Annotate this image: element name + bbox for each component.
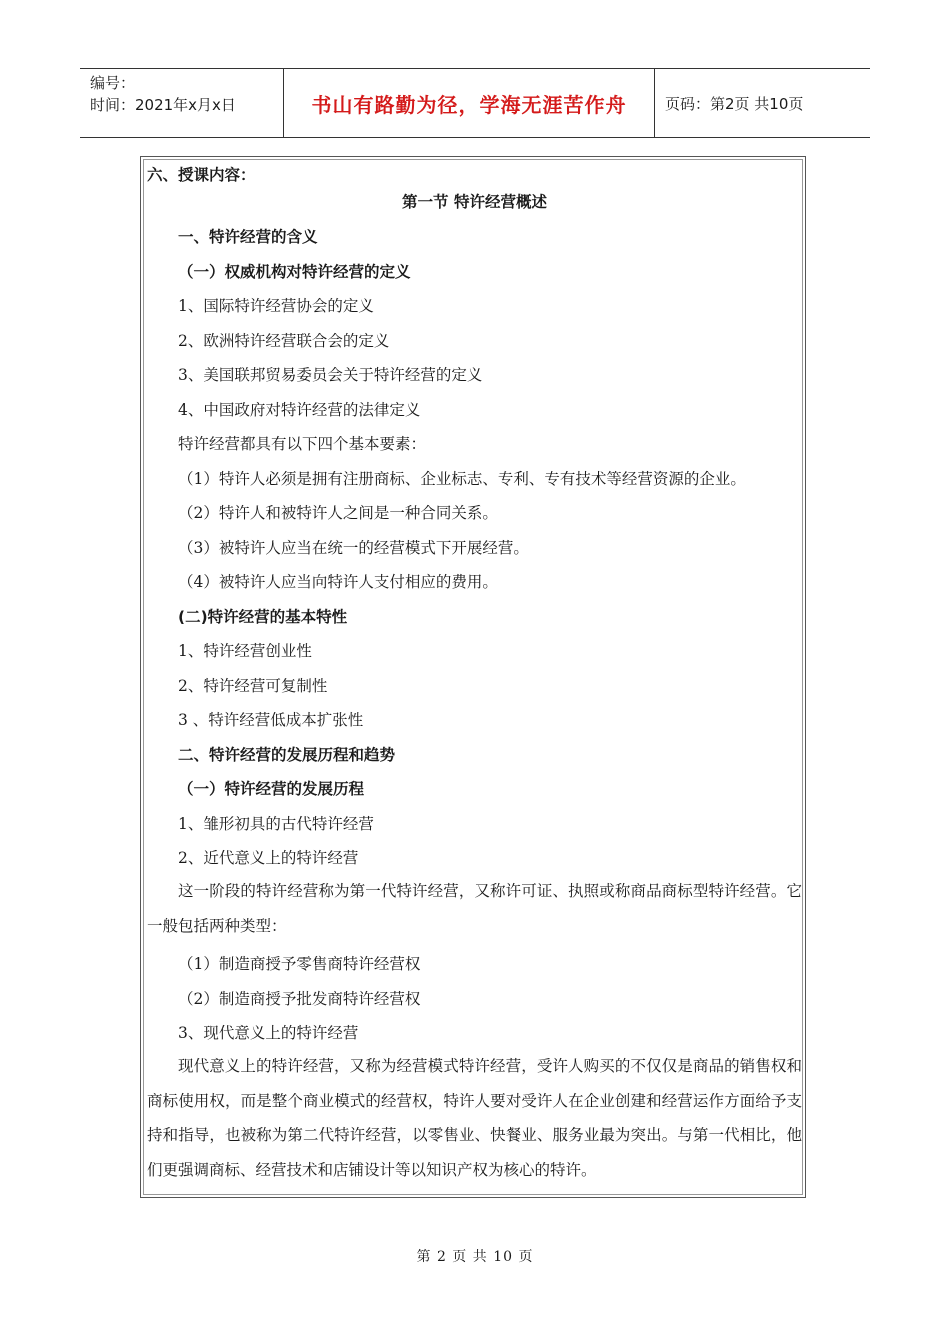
page-header bbox=[80, 68, 870, 138]
page-footer: 第 2 页 共 10 页 bbox=[416, 1249, 534, 1265]
list-item: 1、特许经营创业性 bbox=[178, 642, 312, 660]
header-page-info bbox=[655, 69, 870, 137]
paragraph-first-generation: 这一阶段的特许经营称为第一代特许经营，又称许可证、执照或称商品商标型特许经营。它一般包括两种类型： bbox=[147, 882, 802, 935]
list-item: 3、美国联邦贸易委员会关于特许经营的定义 bbox=[178, 366, 483, 384]
subheading-1-1: （一）权威机构对特许经营的定义 bbox=[178, 263, 411, 281]
list-item: 2、特许经营可复制性 bbox=[178, 677, 328, 695]
section-heading: 六、授课内容： bbox=[147, 166, 256, 184]
subheading-1-2: (二)特许经营的基本特性 bbox=[178, 608, 348, 626]
list-item: （4）被特许人应当向特许人支付相应的费用。 bbox=[178, 573, 498, 591]
list-item: 4、中国政府对特许经营的法律定义 bbox=[178, 401, 421, 419]
header-motto-cell bbox=[283, 69, 655, 137]
list-item: （3）被特许人应当在统一的经营模式下开展经营。 bbox=[178, 539, 529, 557]
heading-2: 二、特许经营的发展历程和趋势 bbox=[178, 746, 396, 764]
list-item: （1）制造商授予零售商特许经营权 bbox=[178, 955, 421, 973]
list-item: 1、雏形初具的古代特许经营 bbox=[178, 815, 374, 833]
motto-text: 书山有路勤为径，学海无涯苦作舟 bbox=[311, 92, 627, 117]
paragraph-modern-franchise: 现代意义上的特许经营，又称为经营模式特许经营，受许人购买的不仅仅是商品的销售权和商标使用权，而是整个商业模式的经营权，特许人要对受许人在企业创建和经营运作方面给予支持和指导，也被称为第二代特许经营，以零售业、快餐业、服务业最为突出。与第一代相比，他们更强调商标、经营技术和店铺设计等以知识产权为核心的特许。 bbox=[147, 1057, 802, 1179]
list-item: 2、近代意义上的特许经营 bbox=[178, 849, 359, 867]
heading-1: 一、特许经营的含义 bbox=[178, 228, 318, 246]
header-meta bbox=[80, 69, 283, 137]
elements-intro: 特许经营都具有以下四个基本要素： bbox=[178, 435, 427, 453]
list-item: 3 、特许经营低成本扩张性 bbox=[178, 711, 364, 729]
number-label: 编号： bbox=[90, 74, 136, 92]
list-item: （2）制造商授予批发商特许经营权 bbox=[178, 990, 421, 1008]
time-label: 时间：2021年x月x日 bbox=[90, 96, 236, 114]
list-item: 2、欧洲特许经营联合会的定义 bbox=[178, 332, 390, 350]
list-item: （1）特许人必须是拥有注册商标、企业标志、专利、专有技术等经营资源的企业。 bbox=[178, 470, 746, 488]
subheading-2-1: （一）特许经营的发展历程 bbox=[178, 780, 365, 798]
page-info-text: 页码：第2页 共10页 bbox=[665, 94, 804, 113]
list-item: 3、现代意义上的特许经营 bbox=[178, 1024, 359, 1042]
content-box bbox=[140, 156, 806, 1198]
list-item: 1、国际特许经营协会的定义 bbox=[178, 297, 374, 315]
chapter-title: 第一节 特许经营概述 bbox=[402, 193, 547, 211]
list-item: （2）特许人和被特许人之间是一种合同关系。 bbox=[178, 504, 498, 522]
